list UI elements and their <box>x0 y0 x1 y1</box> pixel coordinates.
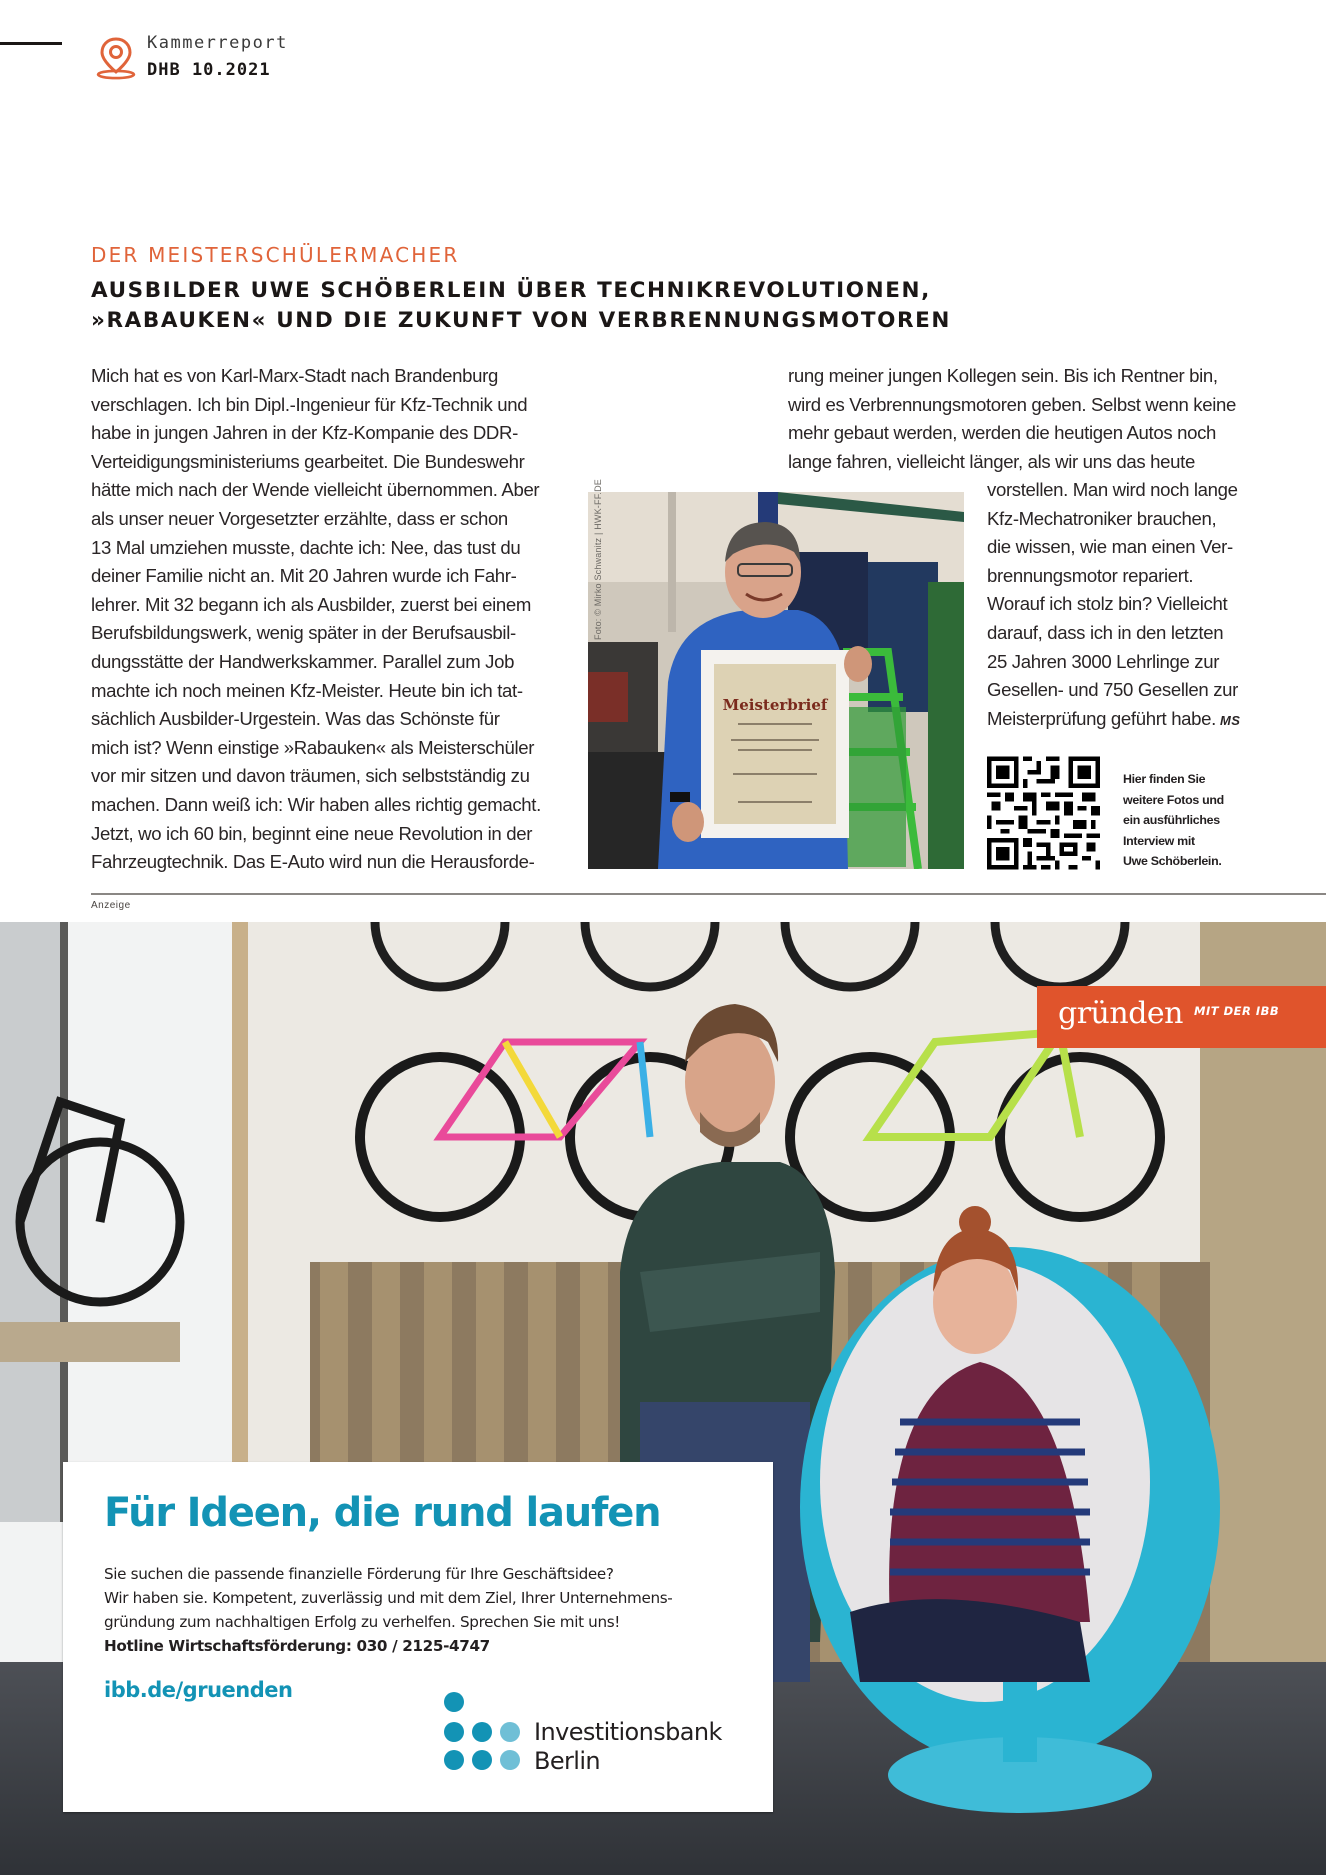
svg-text:Meisterbrief: Meisterbrief <box>722 696 828 714</box>
logo-dot-icon <box>444 1750 464 1770</box>
text-line: machte ich noch meinen Kfz-Meister. Heute bin ich tat- <box>91 679 523 701</box>
logo-dot-icon <box>444 1692 464 1712</box>
copy-line: Sie suchen die passende finanzielle Förderung für Ihre Geschäftsidee? <box>104 1565 614 1583</box>
text-line: mich ist? Wenn einstige »Rabauken« als Meisterschüler <box>91 736 535 758</box>
copy-line: Wir haben sie. Kompetent, zuverlässig und mit dem Ziel, Ihrer Unternehmens- <box>104 1589 673 1607</box>
text-line: mehr gebaut werden, werden die heutigen Autos noch <box>788 422 1217 444</box>
qr-caption <box>1123 769 1224 872</box>
caption-line: Uwe Schöberlein. <box>1123 854 1222 868</box>
text-line: Jetzt, wo ich 60 bin, beginnt eine neue Revolution in der <box>91 822 533 844</box>
text-line: vor mir sitzen und davon träumen, sich selbstständig zu <box>91 765 530 787</box>
copy-line: gründung zum nachhaltigen Erfolg zu verhelfen. Sprechen Sie mit uns! <box>104 1613 621 1631</box>
logo-line: Berlin <box>534 1747 601 1775</box>
article-column-left <box>91 362 571 877</box>
logo-dot-icon <box>444 1722 464 1742</box>
text-line: hätte mich nach der Wende vielleicht übernommen. Aber <box>91 479 540 501</box>
article-photo <box>588 492 964 869</box>
article-column-right-bottom <box>987 476 1277 735</box>
qr-code-icon[interactable] <box>987 756 1100 870</box>
text-line: dungsstätte der Handwerkskammer. Parallel zum Job <box>91 650 515 672</box>
caption-line: Hier finden Sie <box>1123 772 1206 786</box>
article-overline: DER MEISTERSCHÜLERMACHER <box>91 243 460 267</box>
ibb-link[interactable]: ibb.de/gruenden <box>104 1678 293 1702</box>
text-line: deiner Familie nicht an. Mit 20 Jahren wurde ich Fahr- <box>91 565 517 587</box>
ad-headline: Für Ideen, die rund laufen <box>104 1490 661 1536</box>
header-rule <box>0 42 62 45</box>
ibb-logo-text <box>534 1718 722 1776</box>
text-line: Worauf ich stolz bin? Vielleicht <box>987 593 1228 615</box>
text-line: lehrer. Mit 32 begann ich als Ausbilder, zuerst bei einem <box>91 593 531 615</box>
text-line: Verteidigungsministeriums gearbeitet. Die Bundeswehr <box>91 450 525 472</box>
text-line: wird es Verbrennungsmotoren geben. Selbst wenn keine <box>788 393 1236 415</box>
author-initials: MS <box>1219 712 1241 728</box>
issue-label: DHB 10.2021 <box>147 60 271 80</box>
text-line: lange fahren, vielleicht länger, als wir uns das heute <box>788 450 1195 472</box>
text-line: 25 Jahren 3000 Lehrlinge zur <box>987 650 1220 672</box>
caption-line: Interview mit <box>1123 833 1195 848</box>
advertisement-label: Anzeige <box>91 900 131 911</box>
text-line: brennungsmotor repariert. <box>987 564 1194 586</box>
text-line-last <box>987 705 1277 736</box>
section-divider <box>91 893 1326 895</box>
text-line: 13 Mal umziehen musste, dachte ich: Nee, das tust du <box>91 536 521 558</box>
text-line: Fahrzeugtechnik. Das E-Auto wird nun die Herausforde- <box>91 851 535 873</box>
text-line: habe in jungen Jahren in der Kfz-Kompanie des DDR- <box>91 422 518 444</box>
photo-illustration <box>588 492 964 869</box>
text-line: Kfz-Mechatroniker brauchen, <box>987 507 1217 529</box>
gruenden-tag-sup: MIT DER IBB <box>1194 1004 1280 1018</box>
text-line: als unser neuer Vorgesetzter erzählte, dass er schon <box>91 507 508 529</box>
caption-line: weitere Fotos und <box>1123 792 1224 807</box>
text-line: Gesellen- und 750 Gesellen zur <box>987 679 1239 701</box>
headline-line: AUSBILDER UWE SCHÖBERLEIN ÜBER TECHNIKREVOLUTIONEN, <box>91 278 931 303</box>
map-pin-icon <box>95 36 137 80</box>
text-line: Mich hat es von Karl-Marx-Stadt nach Brandenburg <box>91 365 498 386</box>
text-line: sächlich Ausbilder-Urgestein. Was das Schönste für <box>91 708 500 730</box>
article-headline <box>91 276 991 336</box>
hotline: Hotline Wirtschaftsförderung: 030 / 2125-4747 <box>104 1637 490 1655</box>
gruenden-tag-main: gründen <box>1058 996 1183 1031</box>
ad-copy <box>104 1562 672 1658</box>
section-label: Kammerreport <box>147 33 288 53</box>
logo-dot-icon <box>500 1750 520 1770</box>
text-line: darauf, dass ich in den letzten <box>987 621 1224 643</box>
text-line: Meisterprüfung geführt habe. <box>987 707 1216 729</box>
text-line: vorstellen. Man wird noch lange <box>987 479 1238 500</box>
logo-dot-icon <box>472 1750 492 1770</box>
text-line: verschlagen. Ich bin Dipl.-Ingenieur für Kfz-Technik und <box>91 393 528 415</box>
logo-line: Investitionsbank <box>534 1718 722 1746</box>
logo-dot-icon <box>472 1722 492 1742</box>
logo-dot-icon <box>500 1722 520 1742</box>
headline-line: »RABAUKEN« UND DIE ZUKUNFT VON VERBRENNUNGSMOTOREN <box>91 308 951 333</box>
photo-credit: Foto: © Mirko Schwanitz | HWK-FF.DE <box>593 479 603 640</box>
article-column-right-top <box>788 362 1268 476</box>
caption-line: ein ausführliches <box>1123 813 1220 827</box>
ibb-logo <box>442 1692 762 1776</box>
text-line: rung meiner jungen Kollegen sein. Bis ich Rentner bin, <box>788 365 1218 386</box>
text-line: Berufsbildungswerk, wenig später in der Berufsausbil- <box>91 622 516 644</box>
text-line: machen. Dann weiß ich: Wir haben alles richtig gemacht. <box>91 793 541 815</box>
text-line: die wissen, wie man einen Ver- <box>987 536 1233 558</box>
